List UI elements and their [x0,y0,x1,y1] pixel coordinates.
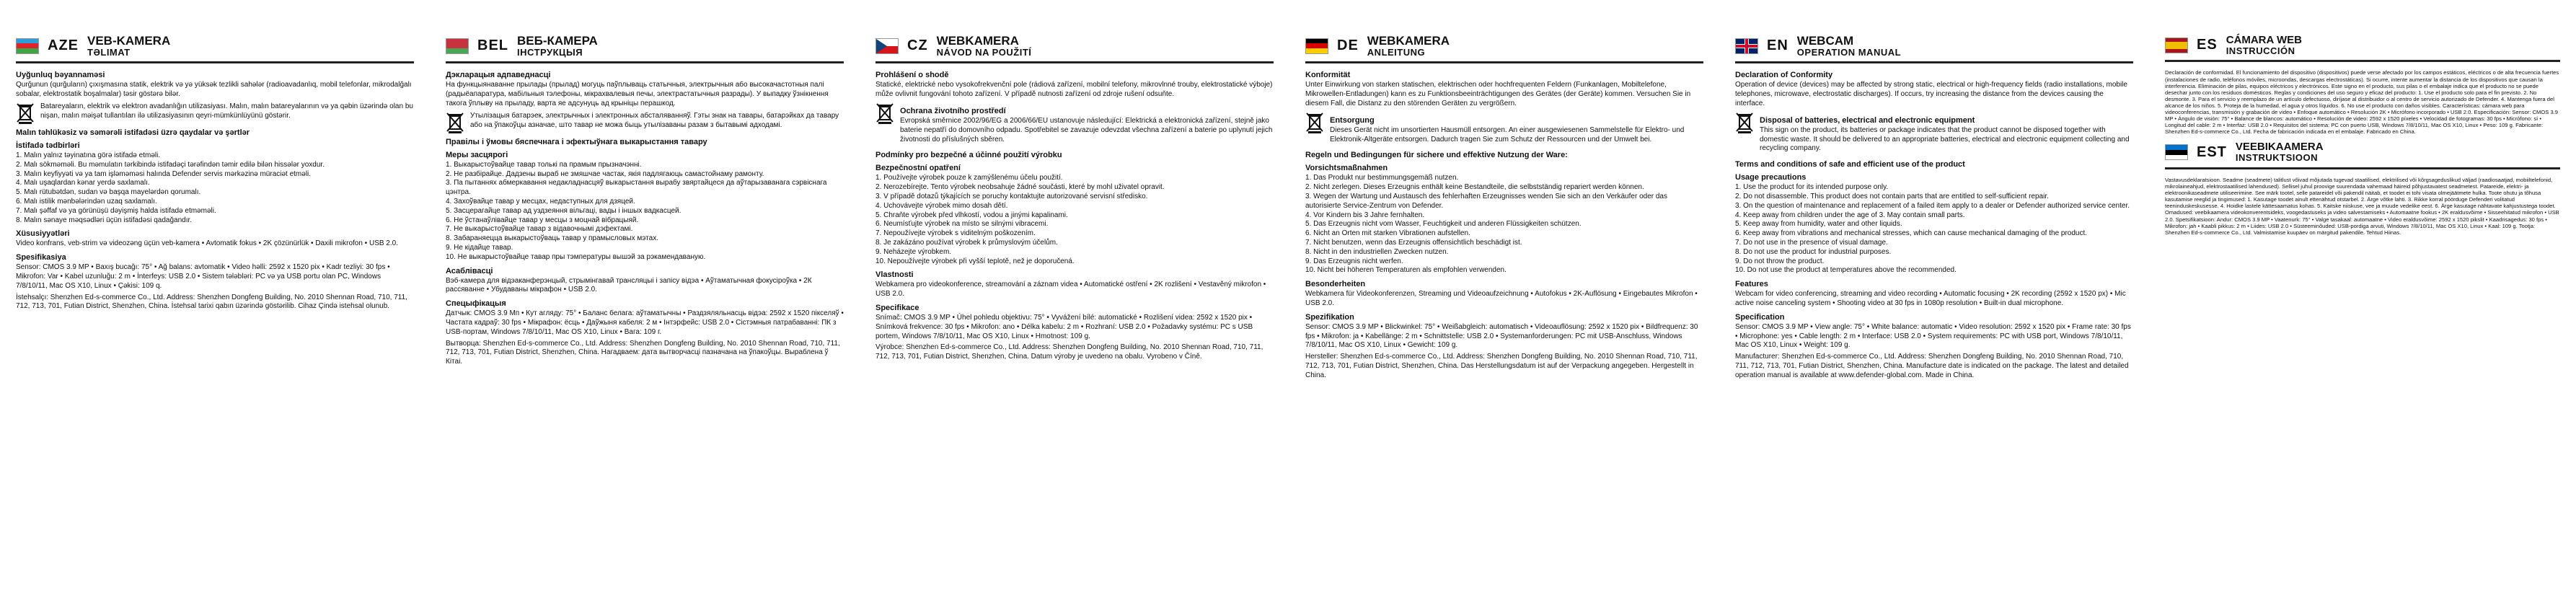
language-code: EST [2197,143,2227,160]
list-item: 8. Nicht in den industriellen Zwecken nutzen. [1305,247,1449,256]
precautions-list [1735,183,2133,275]
list-item: 2. Nicht zerlegen. Dieses Erzeugnis enthält keine Bestandteile, die selbstständig repariert werden können. [1305,183,1644,192]
section-title: Меры засцярогі [446,150,508,159]
list-item: 1. Das Produkt nur bestimmungsgemäß nutzen. [1305,174,1459,182]
manufacturer-text: Hersteller: Shenzhen Ed-s-commerce Co., Ltd. Address: Shenzhen Dongfeng Building, No. 2010 Shennan Road, 710, 711, 712, 713, 701, Futian District, Shenzhen, China. Das Herstellungsdatum ist auf der Verpackung angegeben. Hergestellt in China. [1305,353,1698,379]
language-code: BEL [477,37,508,54]
column-cz [860,0,1289,605]
list-item: 4. Захоўвайце тавар у месцах, недаступных для дзяцей. [446,198,635,206]
section-text-est: Vastavusdeklaratsioon. Seadme (seadmete) talitlust võivad mõjutada tugevad staatilised, elektrilised või kõrgsageduslikud väljad (raadiosaatjad, mobiiltelefonid, mikrolaineahjud, elektrostaatilised lahendused). Sellisel juhul proovige suurendada vahemaad häireid põhjustavatest seadmetest. Patareide, elektri- ja elektroonikaseadmete utiliseerimine. See märk tootel, selle patareidel või pakendil näitab, et toodet ei tohi visata olmejäätmete hulka. Toote ohutu ja tõhusa kasutamise reeglid ja tingimused: 1. Kasutage toodet ainult ettenähtud otstarbel. 2. Ärge võtke lahti. 3. Rikke korral pöörduge Defenderi volitatud teeninduskeskusesse. 4. Hoidke lastele kättesaamatus kohas. 5. Kaitske niiskuse, vee ja muude vedelike eest. 6. Ärge kasutage nähtavate kahjustustega toodet. Omadused: veebikaamera videokonverentsideks, voogedastuseks ja video salvestamiseks • Automaatne fookus • 2K eraldusvõime • Sisseehitatud mikrofon • USB 2.0. Spetsifikatsioon: Andur: CMOS 3.9 MP • Vaatenurk: 75° • Valge tasakaal: automaatne • Video eraldusvõime: 2592 x 1520 pikslit • Kaadrisagedus: 30 fps • Mikrofon: jah • Kaabli pikkus: 2 m • Liides: USB 2.0 • Süsteeminõuded: USB-pordiga arvuti, Windows 7/8/10/11, Mac OS X10, Linux • Kaal: 109 g. Tootja: Shenzhen Ed-s-commerce Co., Ltd. Valmistamise kuupäev on märgitud pakendile. Tehtud Hiinas. [2165,176,2559,236]
column-header [875,35,1274,63]
title: WEBKAMERA [936,34,1019,48]
disposal-notice [446,112,844,133]
list-item: 1. Use the product for its intended purpose only. [1735,183,1889,192]
disposal-title: Disposal of batteries, electrical and electronic equipment [1760,115,1975,125]
section-text: На функцыянаванне прылады (прылад) могуць паўплываць статычныя, электрычныя або высокачастотныя палі (радыёапаратура, мабільныя тэлефоны, мікрахвалевыя печы, электрастатычныя разрады). У выпадку ўзнікнення такога ўплыву на прыладу, варта яе адсунуць ад крыніцы перашкод. [446,81,829,108]
section-title: Spesifikasiya [16,253,66,262]
title: CÁMARA WEB [2226,34,2302,46]
flag-icon [16,38,39,54]
manufacturer-text: Výrobce: Shenzhen Ed-s-commerce Co., Ltd. Address: Shenzhen Dongfeng Building, No. 2010 Shennan Road, 710, 711, 712, 713, 701, Futian District, Shenzhen, China. Datum výroby je uvedeno na obalu. Vyrobeno v Číně. [875,343,1263,361]
list-item: 3. Malın keyfiyyəti və ya tam işləməməsi halında Defender servis mərkəzinə müraciət etməli. [16,169,312,178]
section-title: Features [1735,280,1768,289]
manufacturer-text: İstehsalçı: Shenzhen Ed-s-commerce Co., Ltd. Address: Shenzhen Dongfeng Building, No. 2010 Shennan Road, 710, 711, 712, 713, 701, Futian District, Shenzhen, China. İstehsal tarixi qabın üzərində göstərilib. Cihaz Çində istehsal olunub. [16,293,407,311]
manufacturer-text: Вытворца: Shenzhen Ed-s-commerce Co., Ltd. Address: Shenzhen Dongfeng Building, No. 2010 Shennan Road, 710, 711, 712, 713, 701, Futian District, Shenzhen, China. Нагадваем: дата вытворчасці пазначана на ўпакоўцы. Выраблена ў Кітаі. [446,339,840,366]
list-item: 10. Не выкарыстоўвайце тавар пры тэмпературы вышэй за рэкамендаваную. [446,252,706,261]
list-item: 6. Не ўстанаўлівайце тавар у месцы з моцнай вібрацыяй. [446,216,639,224]
section-title: Usage precautions [1735,173,1807,182]
list-item: 9. Не кідайце тавар. [446,244,513,252]
disposal-text: Утылізацыя батарэек, электрычных і электронных абсталяванняў. Гэты знак на тавары, батарэйках да тавару або на ўпакоўцы азначае, што тавар не можа быць утылізаваны разам з бытавымі адходамі. [470,111,839,129]
section-title: Malın təhlükəsiz və səmərəli istifadəsi üzrə qaydalar və şərtlər [16,128,250,138]
section-text: Qurğunun (qurğuların) çıxışmasına statik, elektrik və yə yüksək tezlikli sahələr (radioavadanlıq, mobil telefonlar, mikrodalğalı sobalar, elektrostatik boşalmalar) təsir göstərə bilər. [16,81,412,99]
list-item: 5. Засцерагайце тавар ад уздзеяння вільгаці, вады і іншых вадкасцей. [446,206,682,215]
section-title: Правілы і ўмовы бяспечнага і эфектыўнага выкарыстання тавару [446,137,707,146]
disposal-text: Batareyaların, elektrik və elektron avadanlığın utilizasiyası. Malın, malın batareyalarının və ya qəbin üzərində olan bu nişan, malın məişət tullantıları ilə utilizasiyasının qeyri-mümkünlüyünü göstərir. [40,102,413,120]
language-code: ES [2197,37,2218,53]
list-item: 2. Nerozebírejte. Tento výrobek neobsahuje žádné součásti, které by mohl uživatel opravit. [875,183,1165,192]
list-item: 8. Do not use the product for industrial purposes. [1735,247,1892,256]
section-text: Датчык: CMOS 3.9 Мп • Кут агляду: 75° • Баланс белага: аўтаматычны • Раздзяляльнасць відэа: 2592 x 1520 пікселяў • Частата кадраў: 30 fps • Мікрафон: ёсць • Даўжыня кабеля: 2 м • Інтэрфейс: USB 2.0 • Сістэмныя патрабаванні: ПК з USB-портам, Windows 7/8/10/11, Mac OS X10, Linux • Вага: 109 г. [446,309,844,336]
list-item: 7. Do not use in the presence of visual damage. [1735,239,1888,247]
list-item: 4. Vor Kindern bis 3 Jahre fernhalten. [1305,211,1425,219]
crossed-bin-icon [16,102,35,124]
subtitle: ANLEITUNG [1367,46,1426,58]
crossed-bin-icon [446,112,464,133]
subtitle: ІНСТРУКЦЫЯ [517,46,583,58]
disposal-title: Ochrana životního prostředí [900,107,1006,116]
section-text: Sensor: CMOS 3.9 MP • Blickwinkel: 75° • Weißabgleich: automatisch • Videoauflösung: 2592 x 1520 pix • Bildfrequenz: 30 fps • Mikrofon: ja • Kabellänge: 2 m • Schnittstelle: USB 2.0 • Systemanforderungen: PC mit USB-Anschluss, Windows 7/8/10/11, Mac OS X10, Linux • Gewicht: 109 g. [1305,322,1698,350]
section-title: Specifikace [875,304,919,313]
list-item: 3. Па пытаннях абмеркавання недакладнасцяў выкарыстання вырабу звяртайцеся да аўтарызаванага сэрвіснага цэнтра. [446,179,827,197]
disposal-text: This sign on the product, its batteries or package indicates that the product cannot be disposed together with domestic waste. It should be delivered to an appropriate batteries, electrical and electronic equipment collecting and recycling company. [1760,125,2130,153]
section-title: Uyğunluq bəyannaməsi [16,71,105,80]
list-item: 4. Uchovávejte výrobek mimo dosah dětí. [875,201,1008,210]
title: WEBCAM [1796,34,1854,48]
list-item: 1. Выкарыстоўвайце тавар толькі па прамым прызначэнні. [446,160,642,169]
list-item: 9. Das Erzeugnis nicht werfen. [1305,257,1403,265]
section-title: Xüsusiyyətləri [16,229,70,239]
column-header-est [2165,141,2560,169]
section-title: Vorsichtsmaßnahmen [1305,164,1388,173]
list-item: 6. Neumísťujte výrobek na místo se silnými vibracemi. [875,220,1049,229]
disposal-notice [16,102,414,124]
section-text: Webkamera für Videokonferenzen, Streaming und Videoaufzeichnung • Autofokus • 2K-Auflösung • Eingebautes Mikrofon • USB 2.0. [1305,290,1698,308]
title: WEBKAMERA [1367,34,1450,48]
section-title: Vlastnosti [875,270,914,280]
list-item: 9. Do not throw the product. [1735,257,1825,265]
column-bel [430,0,860,605]
list-item: 7. Malı şəffaf və ya görünüşü dəyişmiş halda istifadə etməməli. [16,206,216,215]
list-item: 9. Neházejte výrobkem. [875,247,952,256]
list-item: 2. Не разбірайце. Дадзены выраб не змяшчае частак, якія падлягаюць самастойнаму рамонту. [446,169,764,178]
flag-icon [446,38,469,54]
list-item: 3. On the question of maintenance and replacement of a failed item apply to a dealer or Defender authorized service center. [1735,201,2130,210]
disposal-notice [1735,112,2133,156]
list-item: 10. Nepoužívejte výrobek při vyšší teplotě, než je doporučená. [875,257,1075,265]
flag-icon [2165,37,2188,53]
subtitle: INSTRUKTSIOON [2235,152,2319,164]
list-item: 10. Nicht bei höheren Temperaturen als empfohlen verwenden. [1305,266,1507,275]
column-header [16,35,414,63]
flag-icon [875,38,899,54]
section-title: Konformität [1305,71,1351,80]
section-title: Besonderheiten [1305,280,1366,289]
list-item: 7. Nicht benutzen, wenn das Erzeugnis offensichtlich beschädigt ist. [1305,239,1522,247]
title: VEB-KAMERA [87,34,171,48]
list-item: 5. Chraňte výrobek před vlhkostí, vodou a jinými kapalinami. [875,211,1068,219]
manufacturer-text: Manufacturer: Shenzhen Ed-s-commerce Co., Ltd. Address: Shenzhen Dongfeng Building, No. 2010 Shennan Road, 710, 711, 712, 713, 701, Futian District, Shenzhen, China. Manufacture date is indicated on the package. The latest and detailed operation manual is available at www.defender-global.com. Made in China. [1735,353,2129,379]
section-text: Video konfrans, veb-strim və videozəng üçün veb-kamera • Avtomatik fokus • 2K çözünürlük • Daxili mikrofon • USB 2.0. [16,239,398,248]
section-title: Terms and conditions of safe and efficient use of the product [1735,160,1965,169]
precautions-list [446,161,844,262]
section-title: Spezifikation [1305,312,1354,322]
column-en [1719,0,2149,605]
column-header [446,35,844,63]
list-item: 6. Keep away from vibrations and mechanical stresses, which can cause mechanical damaging of the product. [1735,229,2088,238]
disposal-text: Evropská směrnice 2002/96/EG a 2006/66/EU ustanovuje následující: Elektrická a elektronická zařízení, stejně jako baterie nepatří do domovního odpadu. Spotřebitel se zavazuje odevzdat všechna zařízení a baterie po uplynutí jejich životnosti do příslušných sběren. [900,117,1273,143]
list-item: 4. Malı uşaqlardan kənar yerdə saxlamalı. [16,179,150,187]
disposal-notice [1305,112,1703,147]
list-item: 2. Malı sökməməli. Bu məmulatın tərkibində istifadəçi tərəfindən təmir edilə bilən hissələr yoxdur. [16,160,325,169]
list-item: 4. Keep away from children under the age of 3. May contain small parts. [1735,211,1965,219]
language-code: AZE [48,37,79,54]
crossed-bin-icon [875,102,894,124]
crossed-bin-icon [1735,112,1754,133]
language-code: DE [1337,37,1359,54]
column-header-es [2165,35,2560,62]
section-title: Bezpečnostní opatření [875,164,961,173]
list-item: 8. Malın sənaye məqsədləri üçün istifadəsi qadağandır. [16,216,193,224]
section-text: Вэб-камера для відэаканферэнцый, стрымінгавай трансляцыі і запісу відэа • Аўтаматычная фокусіроўка • 2К рассяванне • Убудаваны мікрафон • USB 2.0. [446,276,812,294]
list-item: 5. Malı rütubətdən, sudan və başqa mayelərdən qorumalı. [16,188,201,197]
section-title: Specification [1735,312,1785,322]
list-item: 1. Malın yalnız təyinatına görə istifadə etməli. [16,151,161,160]
section-text-es: Declaración de conformidad. El funcionamiento del dispositivo (dispositivos) puede verse afectado por los campos estáticos, eléctricos o de alta frecuencia fuertes (instalaciones de radio, teléfonos móviles, microondas, descargas electrostáticas). Si ocurre, intente aumentar la distancia de los dispositivos que causan la interferencia. Eliminación de pilas, equipos eléctricos y electrónicos. Este signo en el producto, sus pilas o el embalaje indica que el producto no se puede desechar junto con los residuos domésticos. Reglas y condiciones del uso seguro y eficaz del producto: 1. Use el producto solo para el fin previsto. 2. No desmonte. 3. Para el servicio y reemplazo de un artículo defectuoso, diríjase al distribuidor o al centro de servicio autorizado de Defender. 4. Mantenga fuera del alcance de los niños. 5. Proteja de la humedad, el agua y otros líquidos. 6. No use el producto con daños visibles. Características: cámara web para videoconferencias, transmisión y grabación de video • Enfoque automático • Resolución 2K • Micrófono incorporado • USB 2.0. Especificación: Sensor: CMOS 3.9 MP • Ángulo de visión: 75° • Balance de blancos: automático • Resolución de video: 2592 x 1520 píxeles • Velocidad de fotogramas: 30 fps • Micrófono: sí • Longitud del cable: 2 m • Interfaz: USB 2.0 • Requisitos del sistema: PC con puerto USB, Windows 7/8/10/11, Mac OS X10, Linux • Peso: 109 g. Fabricante: Shenzhen Ed-s-commerce Co., Ltd. Fecha de fabricación indicada en el embalaje. Fabricado en China. [2165,69,2559,136]
column-header [1305,35,1703,63]
list-item: 3. V případě dotazů týkajících se poruchy kontaktujte autorizované servisní středisko. [875,193,1148,201]
section-title: Асаблівасці [446,266,493,275]
column-header [1735,35,2133,63]
flag-icon [1735,38,1758,54]
column-es-est [2149,0,2576,605]
section-title: Podmínky pro bezpečné a účinné použití výrobku [875,151,1062,160]
crossed-bin-icon [1305,112,1324,133]
precautions-list [875,174,1274,266]
list-item: 6. Nicht an Orten mit starken Vibrationen aufstellen. [1305,229,1470,238]
title: ВЕБ-КАМЕРА [517,34,598,48]
flag-icon [2165,144,2188,160]
language-code: CZ [907,37,928,54]
subtitle: OPERATION MANUAL [1796,46,1902,58]
precautions-list [1305,174,1703,275]
section-title: Дэкларацыя адпаведнасці [446,71,551,80]
section-text: Webcam for video conferencing, streaming and video recording • Automatic focusing • 2K recording (2592 x 1520 px) • Mic active noise canceling system • Shooting video at 30 fps in 1080p resolution • Built-in dual microphone. [1735,290,2126,308]
section-text: Snímač: CMOS 3.9 MP • Úhel pohledu objektivu: 75° • Vyvážení bílé: automatické • Rozlišení videa: 2592 x 1520 pix • Snímková frekvence: 30 fps • Mikrofon: ano • Délka kabelu: 2 m • Rozhraní: USB 2.0 • Požadavky systému: PC s USB portem, Windows 7/8/10/11, Mac OS X10, Linux • Hmotnost: 109 g. [875,314,1253,340]
section-title: Спецыфікацыя [446,299,506,309]
section-text: Unter Einwirkung von starken statischen, elektrischen oder hochfrequenten Feldern (Funkanlagen, Mobiltelefone, Mikrowellen-Entladungen) kann es zu Funktionsbeeinträchtigungen des Gerätes (der Geräte) kommen. Versuchen Sie in diesem Fall, die Distanz zu den störenden Geräten zu vergrößern. [1305,81,1691,108]
disposal-text: Dieses Gerät nicht im unsortierten Hausmüll entsorgen. An einer ausgewiesenen Sammelstelle für Elektro- und Elektronik-Altgeräte entsorgen. Dadurch tragen Sie zum Schutz der Ressourcen und der Umwelt bei. [1330,125,1685,143]
list-item: 8. Je zakázáno používat výrobek k průmyslovým účelům. [875,239,1058,247]
list-item: 3. Wegen der Wartung und Austausch des fehlerhaften Erzeugnisses wenden Sie sich an den Verkäufer oder das autorisierte Service-Zentrum von Defender. [1305,193,1667,210]
subtitle: TƏLIMAT [87,46,131,58]
section-title: İstifadə tədbirləri [16,141,80,151]
list-item: 10. Do not use the product at temperatures above the recommended. [1735,266,1957,275]
disposal-title: Entsorgung [1330,115,1375,125]
list-item: 7. Не выкарыстоўвайце тавар з відавочнымі дэфектамі. [446,225,633,234]
list-item: 1. Používejte výrobek pouze k zamýšlenému účelu použití. [875,174,1063,182]
section-text: Webkamera pro videokonference, streamování a záznam videa • Automatické ostření • 2K rozlišení • Vestavěný mikrofon • USB 2.0. [875,281,1266,299]
disposal-notice [875,102,1274,146]
list-item: 5. Das Erzeugnis nicht vom Wasser, Feuchtigkeit und anderen Flüssigkeiten schützen. [1305,220,1582,229]
section-text: Sensor: CMOS 3.9 MP • Baxış bucağı: 75° • Ağ balans: avtomatik • Video həlli: 2592 x 1520 pix • Kadr tezliyi: 30 fps • Mikrofon: Var • Kabel uzunluğu: 2 m • İnterfeys: USB 2.0 • Sistem tələbləri: PC və ya USB portu olan PC, Windows 7/8/10/11, Mac OS X10, Linux • Çəkisi: 109 q. [16,263,390,290]
language-code: EN [1767,37,1788,54]
column-de [1289,0,1719,605]
list-item: 2. Do not disassemble. This product does not contain parts that are entitled to self-sufficient repair. [1735,193,2049,201]
section-title: Prohlášení o shodě [875,71,949,80]
list-item: 8. Забараняецца выкарыстоўваць тавар у прамысловых мэтах. [446,234,658,243]
subtitle: NÁVOD NA POUŽITÍ [936,46,1032,58]
section-text: Operation of device (devices) may be affected by strong static, electrical or high-frequency fields (radio installations, mobile telephones, microwave, electrostatic discharges). If occurs, try increasing the distance from the devices causing the interface. [1735,81,2127,108]
title: VEEBIKAAMERA [2235,141,2324,154]
section-text: Statické, elektrické nebo vysokofrekvenční pole (rádiová zařízení, mobilní telefony, mikrovlnné trouby, elektrostatické výboje) může ovlivnit fungování tohoto zařízení. V případě nutnosti zařízení od zdroje rušení odsuňte. [875,81,1273,99]
column-az [0,0,430,605]
section-title: Regeln und Bedingungen für sichere und effektive Nutzung der Ware: [1305,151,1568,160]
section-text: Sensor: CMOS 3.9 MP • View angle: 75° • White balance: automatic • Video resolution: 2592 x 1520 pix • Frame rate: 30 fps • Microphone: yes • Cable length: 2 m • Interface: USB 2.0 • System requirements: PC with USB port, Windows 7/8/10/11, Mac OS X10, Linux • Weight: 109 g. [1735,322,2131,350]
precautions-list [16,151,414,225]
list-item: 6. Malı istilik mənbələrindən uzaq saxlamalı. [16,198,157,206]
flag-icon [1305,38,1328,54]
list-item: 5. Keep away from humidity, water and other liquids. [1735,220,1902,229]
subtitle: INSTRUCCIÓN [2226,45,2295,56]
section-title: Declaration of Conformity [1735,71,1833,80]
list-item: 7. Nepoužívejte výrobek s viditelným poškozením. [875,229,1036,238]
